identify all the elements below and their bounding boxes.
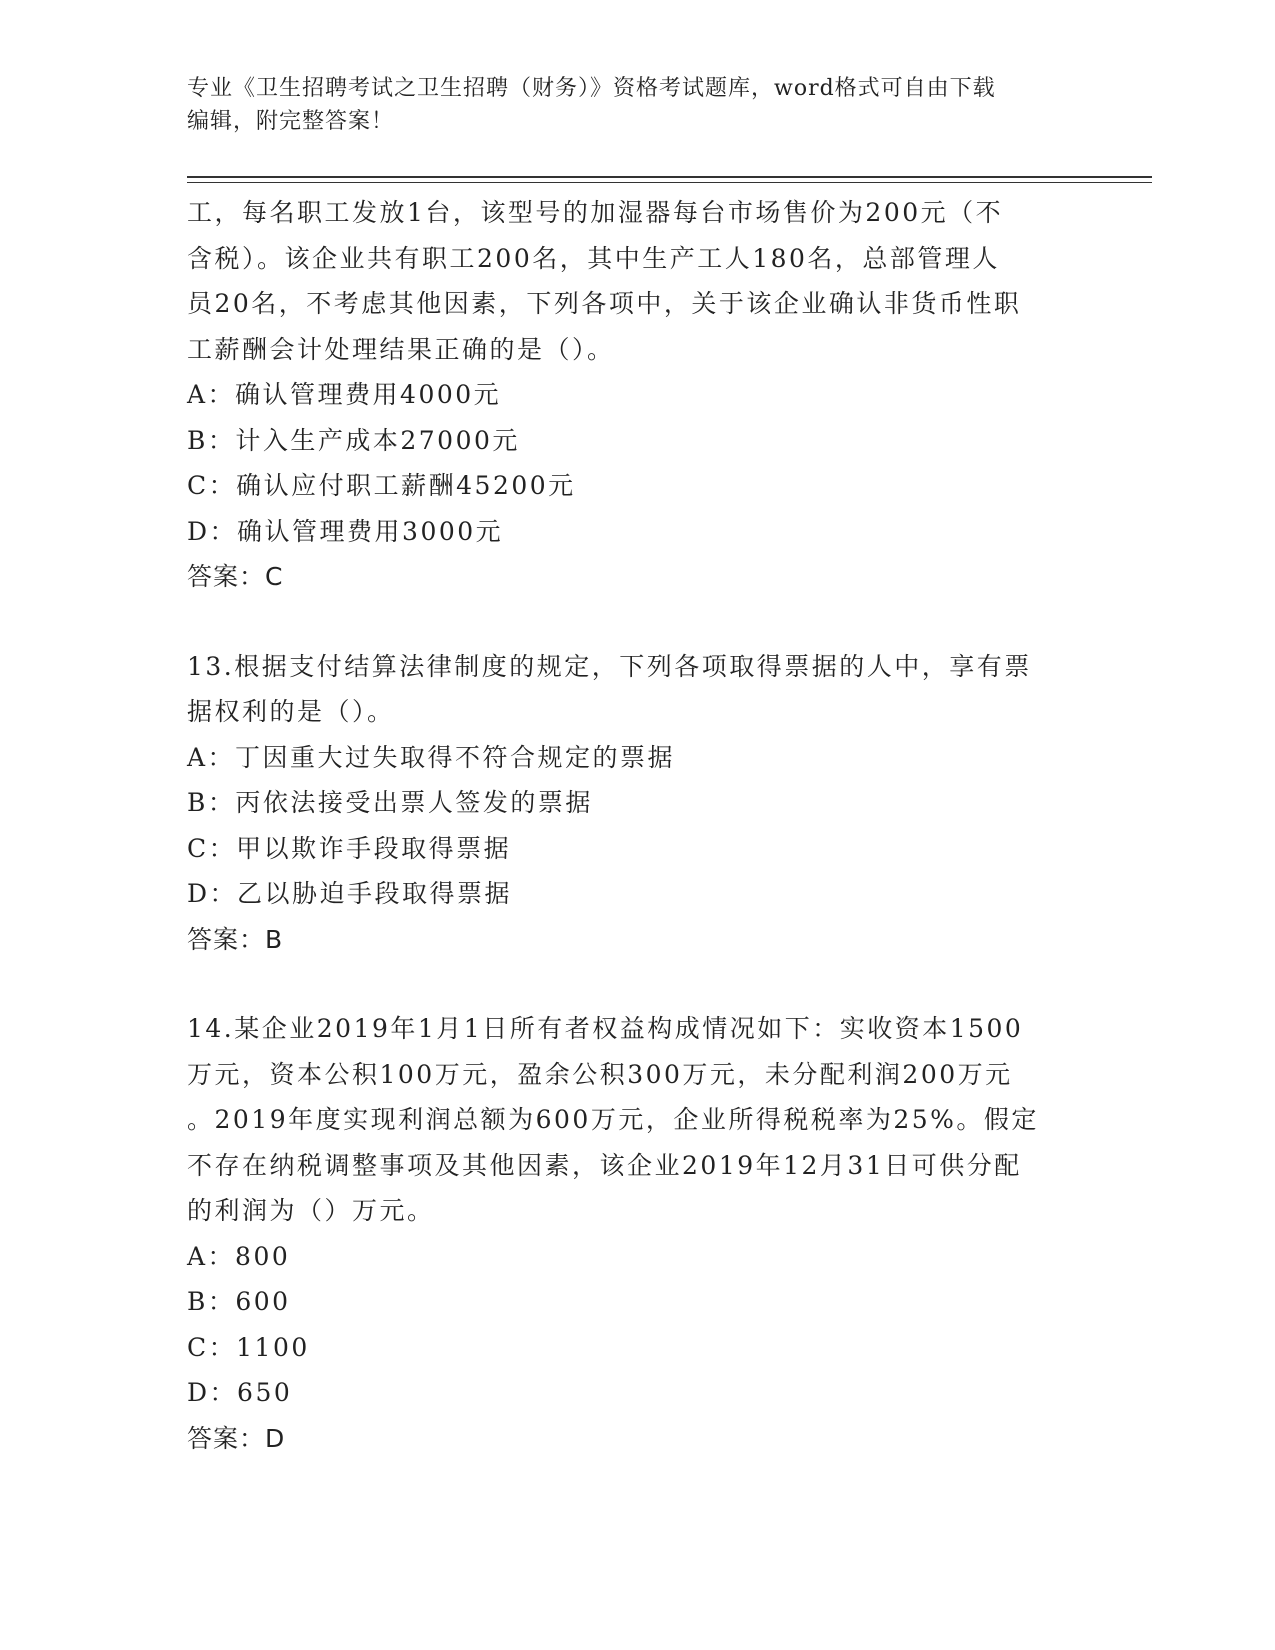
option-b: B：600 bbox=[187, 1287, 291, 1316]
question-list bbox=[187, 190, 1087, 1461]
question-12 bbox=[187, 190, 1087, 600]
answer-line: 答案：B bbox=[187, 924, 284, 954]
header-divider-thick bbox=[187, 176, 1152, 178]
option-d: D：确认管理费用3000元 bbox=[187, 516, 504, 546]
question-stem-line: 万元，资本公积100万元，盈余公积300万元，未分配利润200万元 bbox=[187, 1059, 1013, 1089]
question-gap bbox=[187, 962, 1087, 1006]
question-stem-line: 的利润为（）万元。 bbox=[187, 1196, 435, 1225]
option-a: A：800 bbox=[187, 1241, 291, 1271]
answer-line: 答案：C bbox=[187, 562, 284, 591]
question-stem-line: 含税）。该企业共有职工200名，其中生产工人180名，总部管理人 bbox=[187, 243, 1000, 273]
option-a: A：确认管理费用4000元 bbox=[187, 380, 502, 409]
question-stem-line: 据权利的是（）。 bbox=[187, 697, 395, 726]
question-stem-line: 。2019年度实现利润总额为600万元，企业所得税税率为25%。假定 bbox=[187, 1105, 1039, 1134]
option-b: B：丙依法接受出票人签发的票据 bbox=[187, 788, 593, 817]
header-line-2: 编辑，附完整答案！ bbox=[187, 109, 395, 134]
header-line-1: 专业《卫生招聘考试之卫生招聘（财务）》资格考试题库，word格式可自由下载 bbox=[187, 76, 996, 101]
question-stem-line: 工，每名职工发放1台，该型号的加湿器每台市场售价为200元（不 bbox=[187, 198, 1004, 227]
option-b: B：计入生产成本27000元 bbox=[187, 425, 520, 455]
option-c: C：甲以欺诈手段取得票据 bbox=[187, 833, 512, 863]
question-14 bbox=[187, 1006, 1087, 1461]
question-stem-line: 14.某企业2019年1月1日所有者权益构成情况如下：实收资本1500 bbox=[187, 1014, 1024, 1043]
question-gap bbox=[187, 600, 1087, 644]
answer-line: 答案：D bbox=[187, 1423, 286, 1453]
question-stem-line: 员20名，不考虑其他因素，下列各项中，关于该企业确认非货币性职 bbox=[187, 289, 1022, 318]
option-d: D：650 bbox=[187, 1378, 293, 1407]
question-stem-line: 13.根据支付结算法律制度的规定，下列各项取得票据的人中，享有票 bbox=[187, 651, 1032, 681]
question-13 bbox=[187, 644, 1087, 963]
question-stem-line: 工薪酬会计处理结果正确的是（）。 bbox=[187, 334, 615, 364]
option-d: D：乙以胁迫手段取得票据 bbox=[187, 879, 513, 908]
option-a: A：丁因重大过失取得不符合规定的票据 bbox=[187, 742, 676, 772]
document-header bbox=[187, 72, 1067, 138]
option-c: C：1100 bbox=[187, 1332, 310, 1362]
header-divider-thin bbox=[187, 182, 1152, 183]
option-c: C：确认应付职工薪酬45200元 bbox=[187, 471, 576, 500]
question-stem-line: 不存在纳税调整事项及其他因素，该企业2019年12月31日可供分配 bbox=[187, 1150, 1022, 1180]
